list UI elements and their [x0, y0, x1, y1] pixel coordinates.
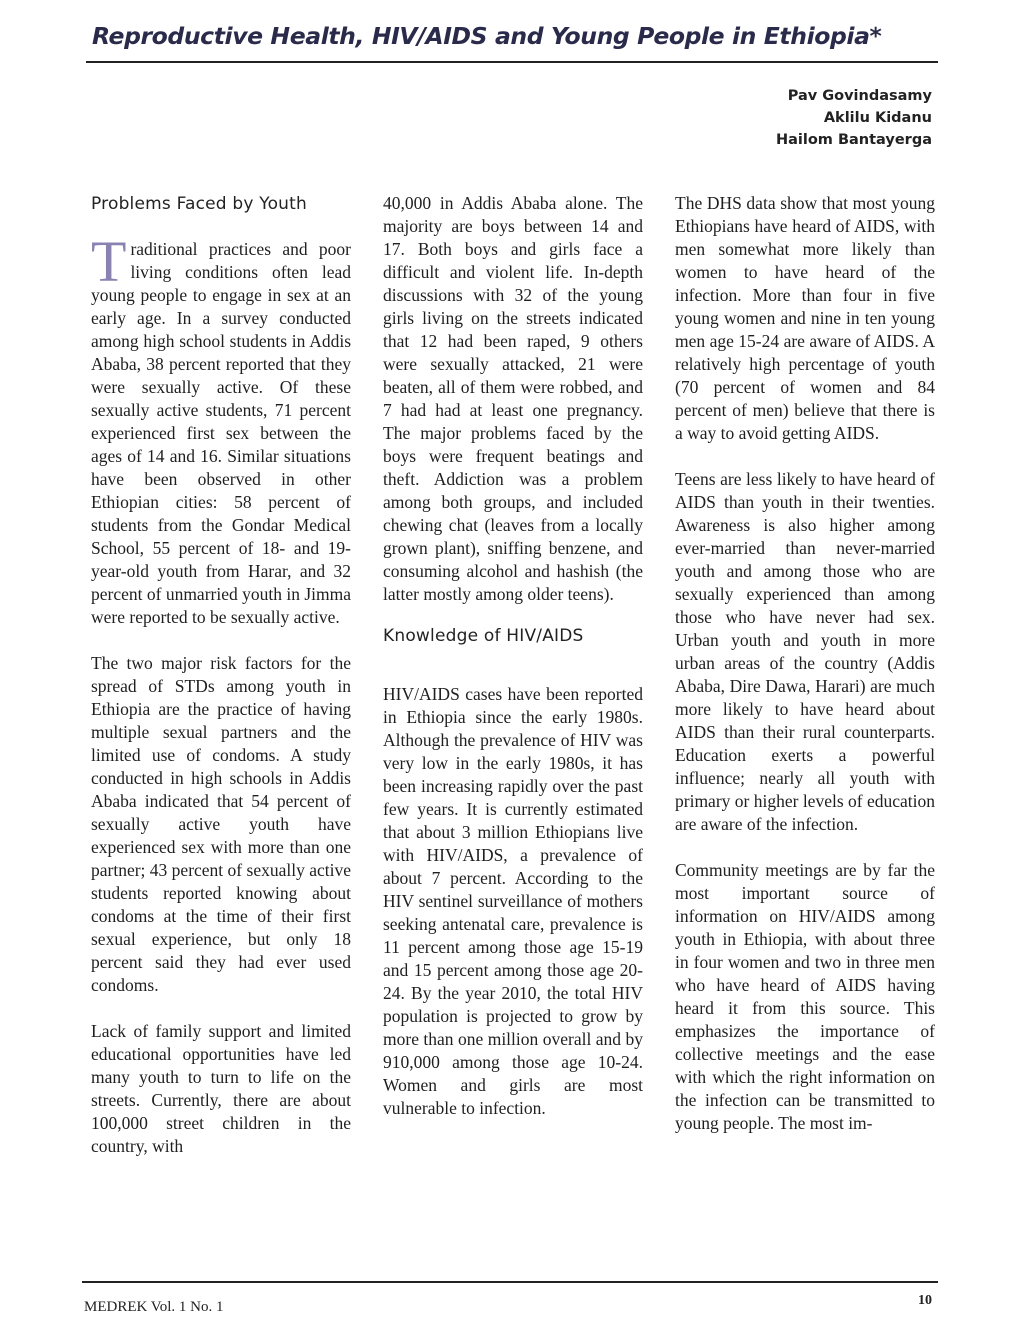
author-name: Aklilu Kidanu — [823, 110, 932, 126]
section-heading-problems: Problems Faced by Youth — [91, 194, 307, 214]
text-column-3 — [675, 192, 935, 1135]
section-heading-knowledge: Knowledge of HIV/AIDS — [383, 626, 584, 646]
paragraph: HIV/AIDS cases have been reported in Ethiopia since the early 1980s. Although the prevalence of HIV was very low in the early 1980s, it has been increasing rapidly over the past few years. It is currently estimated that about 3 million Ethiopians live with HIV/AIDS, a prevalence of about 7 percent. According to the HIV sentinel surveillance of mothers seeking antenatal care, prevalence is 11 percent among those age 15-19 and 15 percent among those age 20-24. By the year 2010, the total HIV population is projected to grow by more than one million overall and by 910,000 among those age 10-24. Women and girls are most vulnerable to infection. — [383, 684, 643, 1118]
paragraph: Teens are less likely to have heard of AIDS than youth in their twenties. Awareness is also higher among ever-married than never-married youth and among those who are sexually experienced than among those who have never had sex. Urban youth and youth in more urban areas of the country (Addis Ababa, Dire Dawa, Harari) are much more likely to have heard about AIDS than their rural counterparts. Education exerts a powerful influence; nearly all youth with primary or higher levels of education are aware of the infection. — [675, 469, 935, 834]
article-title: Reproductive Health, HIV/AIDS and Young People in Ethiopia* — [92, 22, 882, 50]
footer-rule — [82, 1281, 938, 1283]
author-name: Hailom Bantayerga — [775, 132, 932, 148]
journal-footer: MEDREK Vol. 1 No. 1 — [84, 1299, 224, 1315]
paragraph-text: raditional practices and poor living conditions often lead young people to engage in sex at an early age. In a survey conducted among high school students in Addis Ababa, 38 percent reported that they were sexually active. Of these sexually active students, 71 percent experienced first sex between the ages of 14 and 16. Similar situations have been observed in other Ethiopian cities: 58 percent of students from the Gondar Medical School, 55 percent of 18- and 19- year-old youth from Harar, and 32 percent of unmarried youth in Jimma were reported to be sexually active. — [91, 239, 351, 627]
paragraph: Lack of family support and limited educational opportunities have led many youth to turn to life on the streets. Currently, there are about 100,000 street children in the country, with — [91, 1021, 351, 1156]
paragraph: Community meetings are by far the most important source of information on HIV/AIDS among youth in Ethiopia, with about three in four women and two in three men who have heard of AIDS having heard it from this source. This emphasizes the importance of collective meetings and the ease with which the right information on the infection can be transmitted to young people. The most im- — [675, 860, 935, 1133]
drop-cap: T — [91, 229, 127, 294]
paragraph: The DHS data show that most young Ethiopians have heard of AIDS, with men somewhat more likely than women to have heard of the infection. More than four in five young women and nine in ten young men age 15-24 are aware of AIDS. A relatively high percentage of youth (70 percent of women and 84 percent of men) believe that there is a way to avoid getting AIDS. — [675, 193, 935, 443]
paragraph: The two major risk factors for the spread of STDs among youth in Ethiopia are the practice of having multiple sexual partners and the limited use of condoms. A study conducted in high schools in Addis Ababa indicated that 54 percent of sexually active youth have experienced sex with more than one partner; 43 percent of sexually active students reported knowing about condoms at the time of their first sexual experience, but only 18 percent said they had ever used condoms. — [91, 653, 351, 995]
author-list — [776, 85, 932, 151]
page-number: 10 — [918, 1293, 932, 1308]
text-column-2 — [383, 192, 643, 1120]
paragraph — [91, 229, 351, 629]
author-name: Pav Govindasamy — [787, 88, 932, 104]
text-column-1 — [91, 192, 351, 1158]
paragraph: 40,000 in Addis Ababa alone. The majority are boys between 14 and 17. Both boys and girls face a difficult and violent life. In-depth discussions with 32 of the young girls living on the streets indicated that 12 had been raped, 9 others were sexually attacked, 21 were beaten, all of them were robbed, and 7 had had at least one pregnancy. The major problems faced by the boys were frequent beatings and theft. Addiction was a problem among both groups, and included chewing chat (leaves from a locally grown plant), sniffing benzene, and consuming alcohol and hashish (the latter mostly among older teens). — [383, 193, 643, 604]
header-rule — [86, 61, 938, 63]
